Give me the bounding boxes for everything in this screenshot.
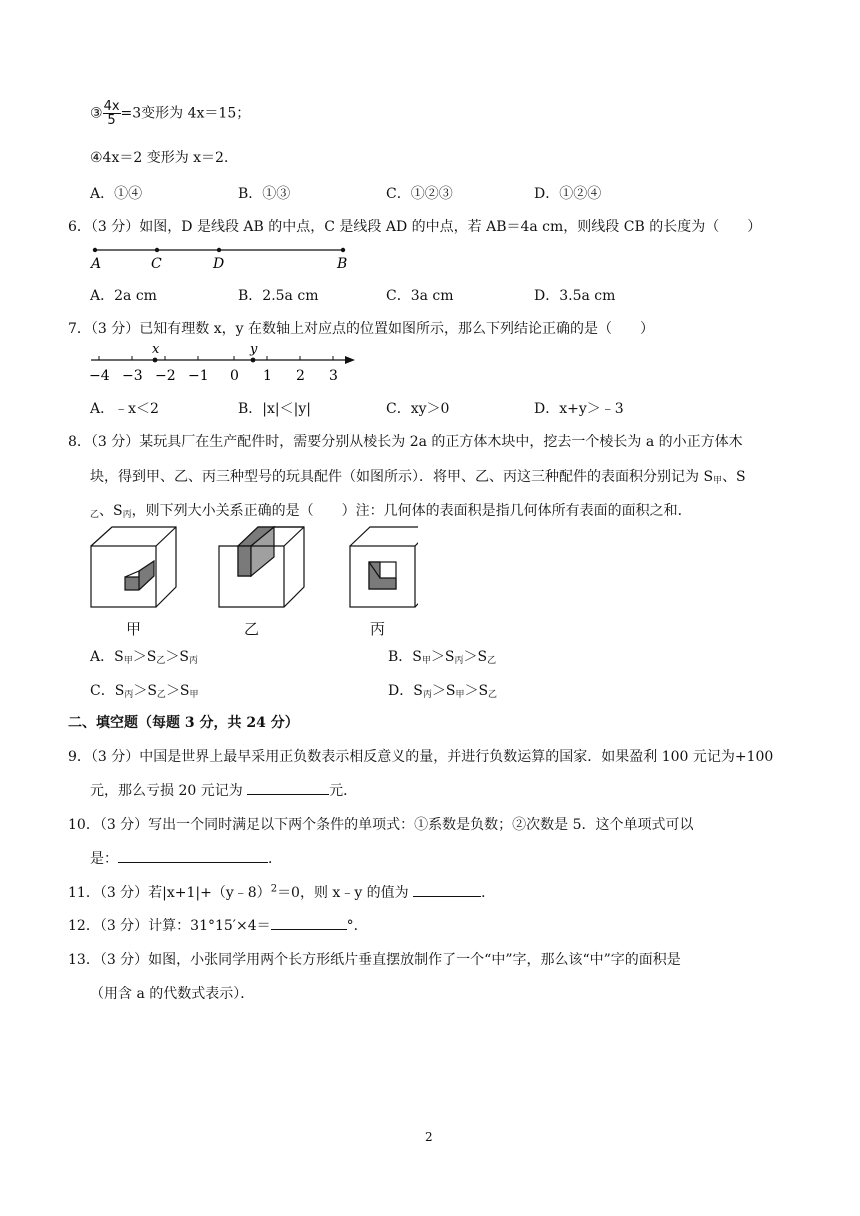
label-x: x xyxy=(152,342,160,357)
point-a xyxy=(93,248,97,252)
q8-option-b[interactable]: B．$S_甲>S_丙>S_乙$ xyxy=(388,649,497,666)
tick-label: 0 xyxy=(230,368,239,384)
cube-jia xyxy=(91,527,176,607)
q6-stem: 6．（3 分）如图，D 是线段 AB 的中点，C 是线段 AD 的中点，若 AB＝4a cm，则线段 CB 的长度为（ ） xyxy=(68,219,762,235)
q9-stem-line2: 元，那么亏损 20 元记为 元． xyxy=(90,780,357,800)
q7-option-d[interactable]: D．x+y＞﹣3 xyxy=(534,401,624,417)
q5-option-c[interactable]: C．①②③ xyxy=(386,186,453,202)
q6-segment-figure xyxy=(85,242,355,272)
q5-option-d[interactable]: D．①②④ xyxy=(534,186,602,202)
tick-label: 1 xyxy=(263,368,272,384)
q7-stem: 7．（3 分）已知有理数 x，y 在数轴上对应点的位置如图所示，那么下列结论正确的是（ ） xyxy=(68,321,654,337)
q5-item4: ④4x＝2 变形为 x＝2． xyxy=(90,150,238,166)
point-b xyxy=(341,248,345,252)
q10-stem-line2: 是： ． xyxy=(90,848,282,868)
q6-option-b[interactable]: B．2.5a cm xyxy=(238,288,319,304)
q13-stem-line1: 13．（3 分）如图，小张同学用两个长方形纸片垂直摆放制作了一个“中”字，那么该“中”字的面积是 xyxy=(68,952,681,968)
q8-stem-line1: 8．（3 分）某玩具厂在生产配件时，需要分别从棱长为 2a 的正方体木块中，挖去一个棱长为 a 的小正方体木 xyxy=(68,434,743,450)
q8-stem-line3: $_乙$、$S_丙$，则下列大小关系正确的是（ ）注：几何体的表面积是指几何体所有表面的面积之和． xyxy=(90,503,692,520)
q10-answer-blank[interactable] xyxy=(118,848,268,863)
label-d: D xyxy=(213,256,225,272)
caption-jia: 甲 xyxy=(126,620,142,638)
caption-yi: 乙 xyxy=(244,620,260,638)
q7-option-b[interactable]: B．|x|＜|y| xyxy=(238,401,311,417)
tick-label: 3 xyxy=(329,368,338,384)
q5-option-a[interactable]: A．①④ xyxy=(90,186,143,202)
q10-stem-line1: 10．（3 分）写出一个同时满足以下两个条件的单项式：①系数是负数；②次数是 5．这个单项式可以 xyxy=(68,817,694,833)
point-x xyxy=(153,358,158,363)
q7-option-a[interactable]: A．﹣x＜2 xyxy=(90,401,159,417)
tick-label: −4 xyxy=(89,368,110,384)
q8-stem-line2: 块，得到甲、乙、丙三种型号的玩具配件（如图所示）．将甲、乙、丙这三种配件的表面积分别记为 $S_甲$、S xyxy=(90,469,746,486)
q7-option-c[interactable]: C．xy＞0 xyxy=(386,401,450,417)
label-y: y xyxy=(250,342,258,357)
cube-yi xyxy=(219,527,304,607)
q9-answer-blank[interactable] xyxy=(247,780,329,795)
tick-label: 2 xyxy=(296,368,305,384)
point-d xyxy=(217,248,221,252)
q8-option-a[interactable]: A．$S_甲>S_乙>S_丙$ xyxy=(90,649,198,666)
q13-stem-line2: （用含 a 的代数式表示）． xyxy=(90,986,255,1002)
tick-label: −3 xyxy=(122,368,143,384)
q6-option-c[interactable]: C．3a cm xyxy=(386,288,454,304)
q12-stem: 12．（3 分）计算：31°15′×4＝ °． xyxy=(68,915,368,935)
label-a: A xyxy=(91,256,102,272)
axis-arrow-icon xyxy=(345,356,355,364)
cube-bing xyxy=(350,527,418,607)
q5-item3: ③ $\frac{4x}{5}$ =3变形为 4x＝15； xyxy=(90,99,251,128)
q8-option-d[interactable]: D．$S_丙>S_甲>S_乙$ xyxy=(388,683,498,700)
point-y xyxy=(251,358,256,363)
page-number: 2 xyxy=(425,1130,433,1144)
q9-stem-line1: 9．（3 分）中国是世界上最早采用正负数表示相反意义的量，并进行负数运算的国家．如果盈利 100 元记为+100 xyxy=(68,749,774,765)
label-b: B xyxy=(337,256,348,272)
q11-stem: 11．（3 分）若|x+1|+（y﹣8）$^2$＝0，则 x﹣y 的值为 ． xyxy=(68,883,496,901)
q6-option-d[interactable]: D．3.5a cm xyxy=(534,288,616,304)
caption-bing: 丙 xyxy=(370,620,386,638)
section-heading-fill-blank: 二、填空题（每题 3 分，共 24 分） xyxy=(68,715,299,731)
q6-option-a[interactable]: A．2a cm xyxy=(90,288,157,304)
point-c xyxy=(155,248,159,252)
q5-fraction: $\frac{4x}{5}$ xyxy=(103,99,120,128)
label-c: C xyxy=(151,256,162,272)
q12-answer-blank[interactable] xyxy=(271,915,347,930)
tick-label: −2 xyxy=(155,368,176,384)
q7-number-line xyxy=(85,340,360,388)
q11-answer-blank[interactable] xyxy=(413,882,481,897)
tick-label: −1 xyxy=(188,368,209,384)
q5-option-b[interactable]: B．①③ xyxy=(238,186,291,202)
q8-option-c[interactable]: C．$S_丙>S_乙>S_甲$ xyxy=(90,683,199,700)
